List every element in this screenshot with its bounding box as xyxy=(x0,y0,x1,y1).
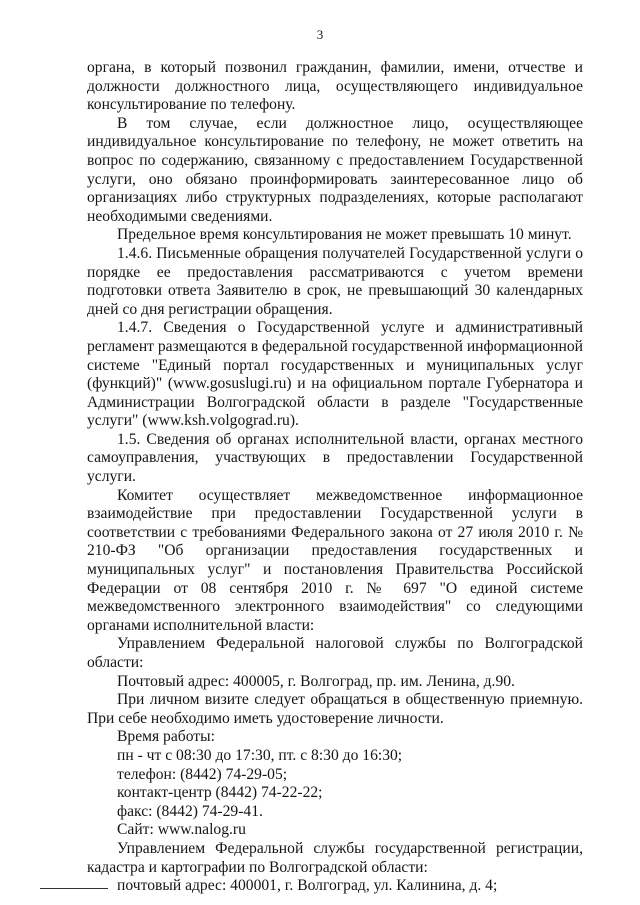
paragraph: Управлением Федеральной налоговой службы по Волгоградской области: xyxy=(87,635,583,671)
paragraph: почтовый адрес: 400001, г. Волгоград, ул. Калинина, д. 4; xyxy=(117,877,498,895)
paragraph: контакт-центр (8442) 74-22-22; xyxy=(117,784,323,802)
paragraph: Управлением Федеральной службы государственной регистрации, кадастра и картографии по Волгоградской области: xyxy=(87,839,583,876)
paragraph: телефон: (8442) 74-29-05; xyxy=(117,765,288,783)
paragraph: Сайт: www.nalog.ru xyxy=(117,821,246,839)
paragraph: При личном визите следует обращаться в общественную приемную. При себе необходимо иметь удостоверение личности. xyxy=(87,691,583,727)
paragraph: Почтовый адрес: 400005, г. Волгоград, пр. им. Ленина, д.90. xyxy=(117,672,515,690)
footer-rule xyxy=(40,888,108,889)
paragraph: пн - чт с 08:30 до 17:30, пт. с 8:30 до 16:30; xyxy=(117,746,403,764)
paragraph: 1.4.6. Письменные обращения получателей Государственной услуги о порядке ее предоставления рассматриваются с учетом времени подготовки ответа Заявителю в срок, не превышающий 30 календарных дней со дня регистрации обращения. xyxy=(87,244,583,318)
paragraph: факс: (8442) 74-29-41. xyxy=(117,802,263,820)
paragraph: Комитет осуществляет межведомственное информационное взаимодействие при предоставлении Государственной услуги в соответствии с требованиями Федерального закона от 27 июля 2010 г. № 210-ФЗ "Об организации предоставления государственных и муниципальных услуг" и постановления Правительства Российской Федерации от 08 сентября 2010 г. № 697 "О единой системе межведомственного электронного взаимодействия" со следующими органами исполнительной власти: xyxy=(87,486,583,634)
paragraph: органа, в который позвонил гражданин, фамилии, имени, отчестве и должности должностного лица, осуществляющего индивидуальное консультирование по телефону. xyxy=(87,59,583,114)
paragraph: 1.4.7. Сведения о Государственной услуге и административный регламент размещаются в федеральной государственной информационной системе "Единый портал государственных и муниципальных услуг (функций)" (www.gosuslugi.ru) и на официальном портале Губернатора и Администрации Волгоградской области в разделе "Государственные услуги" (www.ksh.volgograd.ru). xyxy=(87,319,583,430)
paragraph: Предельное время консультирования не может превышать 10 минут. xyxy=(117,226,572,244)
paragraph: 1.5. Сведения об органах исполнительной власти, органах местного самоуправления, участвующих в предоставлении Государственной услуги. xyxy=(87,430,583,486)
paragraph: Время работы: xyxy=(117,728,215,746)
document-body xyxy=(87,59,583,896)
page-number: 3 xyxy=(316,27,324,42)
paragraph: В том случае, если должностное лицо, осуществляющее индивидуальное консультирование по телефону, не может ответить на вопрос по содержанию, связанному с предоставлением Государственной услуги, оно обязано проинформировать заинтересованное лицо об организациях либо структурных подразделениях, которые располагают необходимыми сведениями. xyxy=(87,114,583,225)
